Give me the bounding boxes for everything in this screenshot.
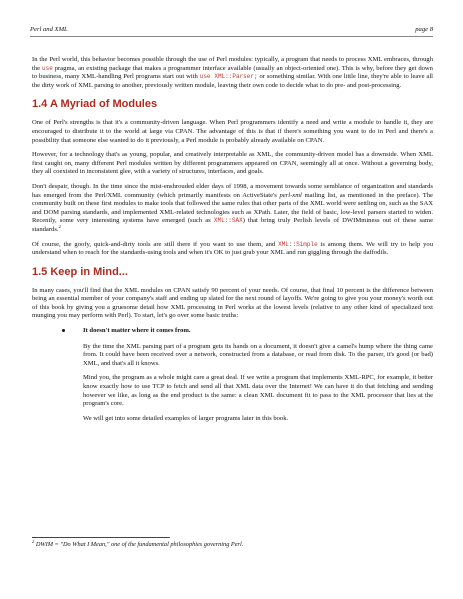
intro-text-2: pragma, an existing package that makes a programmer interface available (usually an object-oriented one). This is why, before they get down to business, many XML-handling Perl programs start out with (32, 64, 433, 81)
footnote-text: DWIM = "Do What I Mean," one of the fundamental philosophies governing Perl. (34, 541, 244, 548)
text-run: ) that bring truly Perlish levels of DWIMminess out of these same standards. (32, 217, 433, 233)
footnote (32, 538, 433, 548)
paragraph: One of Perl's strengths is that it's a community-driven language. When Perl programmers identify a need and write a module to handle it, they are encouraged to distribute it to the world at large via CPAN. The advantage of this is that if there's something you want to do in Perl and there's a possibility that someone else wanted to do it previously, a Perl module is probably already available on CPAN. (32, 119, 433, 144)
running-header (30, 26, 433, 37)
footnote-divider (32, 537, 170, 538)
intro-paragraph (32, 56, 433, 90)
bullet-paragraph: Mind you, the program as a whole might care a great deal. If we write a program that implements XML-RPC, for example, it better know exactly how to use TCP to fetch and send all that XML data over the Internet! We can have it do that fetching and sending however we like, as long as the end product is the same: a clean XML document fit to pass to the XML processor that lies at the program's core. (83, 374, 433, 408)
section-heading-keep-in-mind: 1.5 Keep in Mind... (32, 265, 128, 278)
code-xml-simple: XML::Simple (278, 240, 318, 248)
paragraph (32, 241, 433, 258)
paragraph: In many cases, you'll find that the XML modules on CPAN satisfy 90 percent of your needs. Of course, that final 10 percent is the difference between being an essential member of your company's staff and ending up slated for the next round of layoffs. We're going to give you your money's worth out of this book by giving you a gruesome detail how XML processing in Perl works at the lowest levels (relative to any other kind of specialized text munging you may perform with Perl). To start, let's go over some basic truths: (32, 286, 433, 320)
code-use: use (42, 64, 53, 72)
header-page-number: page 8 (415, 26, 433, 33)
section-heading-myriad: 1.4 A Myriad of Modules (32, 98, 158, 111)
bullet-item (32, 327, 433, 423)
footnote-number: 2 (32, 538, 35, 544)
code-use-xml-parser: use XML::Parser; (199, 73, 258, 81)
bullet-paragraph: By the time the XML parsing part of a program gets its hands on a document, it doesn't give a camel's hump where the thing came from. It could have been received over a network, constructed from a database, or read from disk. To the parser, it's good (or bad) XML, and that's all it knows. (83, 342, 433, 367)
text-run: Don't despair, though. In the time since the mist-enshrouded elder days of 1998, a movement towards some semblance of organization and standards has emerged from the Perl/XML community (which primarily manifests on ActiveState's (32, 182, 433, 199)
header-title: Perl and XML (30, 26, 68, 33)
bullet-paragraph: We will get into some detailed examples of larger programs later in this book. (83, 414, 289, 422)
bullet-icon (62, 329, 65, 332)
intro-text-1: In the Perl world, this behavior becomes possible through the use of Perl modules: typically, a program that needs to process XML embraces, through the (32, 56, 433, 72)
footnote-ref[interactable]: 2 (58, 223, 61, 229)
intro-text-3: or something similar. With one little line, they're able to leave all the dirty work of XML parsing to another, previously written module, leaving their own code to decide what to do pre- and post-processing. (32, 73, 434, 89)
text-run: Of course, the goofy, quick-and-dirty tools are still there if you want to use them, and (32, 240, 279, 248)
paragraph: However, for a technology that's as young, popular, and creatively interpretable as XML, the community-driven model has a downside. When XML first caught on, many different Perl modules written by different programmers appeared on CPAN, seemingly all at once. Without a governing body, they all coexisted in inconsistent glee, with a variety of structures, interfaces, and goals. (32, 151, 433, 176)
body-text (32, 56, 433, 429)
text-run: is among them. We will try to help you understand when to reach for the standards-using tools and when it's OK to just grab your XML and run giggling through the daffodils. (32, 240, 433, 257)
paragraph (32, 183, 433, 235)
code-xml-sax: XML::SAX (213, 217, 243, 225)
text-run: mailing list, as mentioned in the preface). The community built on these first modules to make tools that followed the same rules that other parts of the XML world were settling on, such as the SAX and DOM parsing standards, and implemented XML-related technologies such as XPath. Later, the field of basic, low-level parsers started to widen. Recently, some very interesting systems have emerged (such as (32, 191, 433, 225)
mailing-list-name: perl-xml (279, 191, 302, 199)
bullet-heading: It doesn't matter where it comes from. (83, 327, 191, 335)
